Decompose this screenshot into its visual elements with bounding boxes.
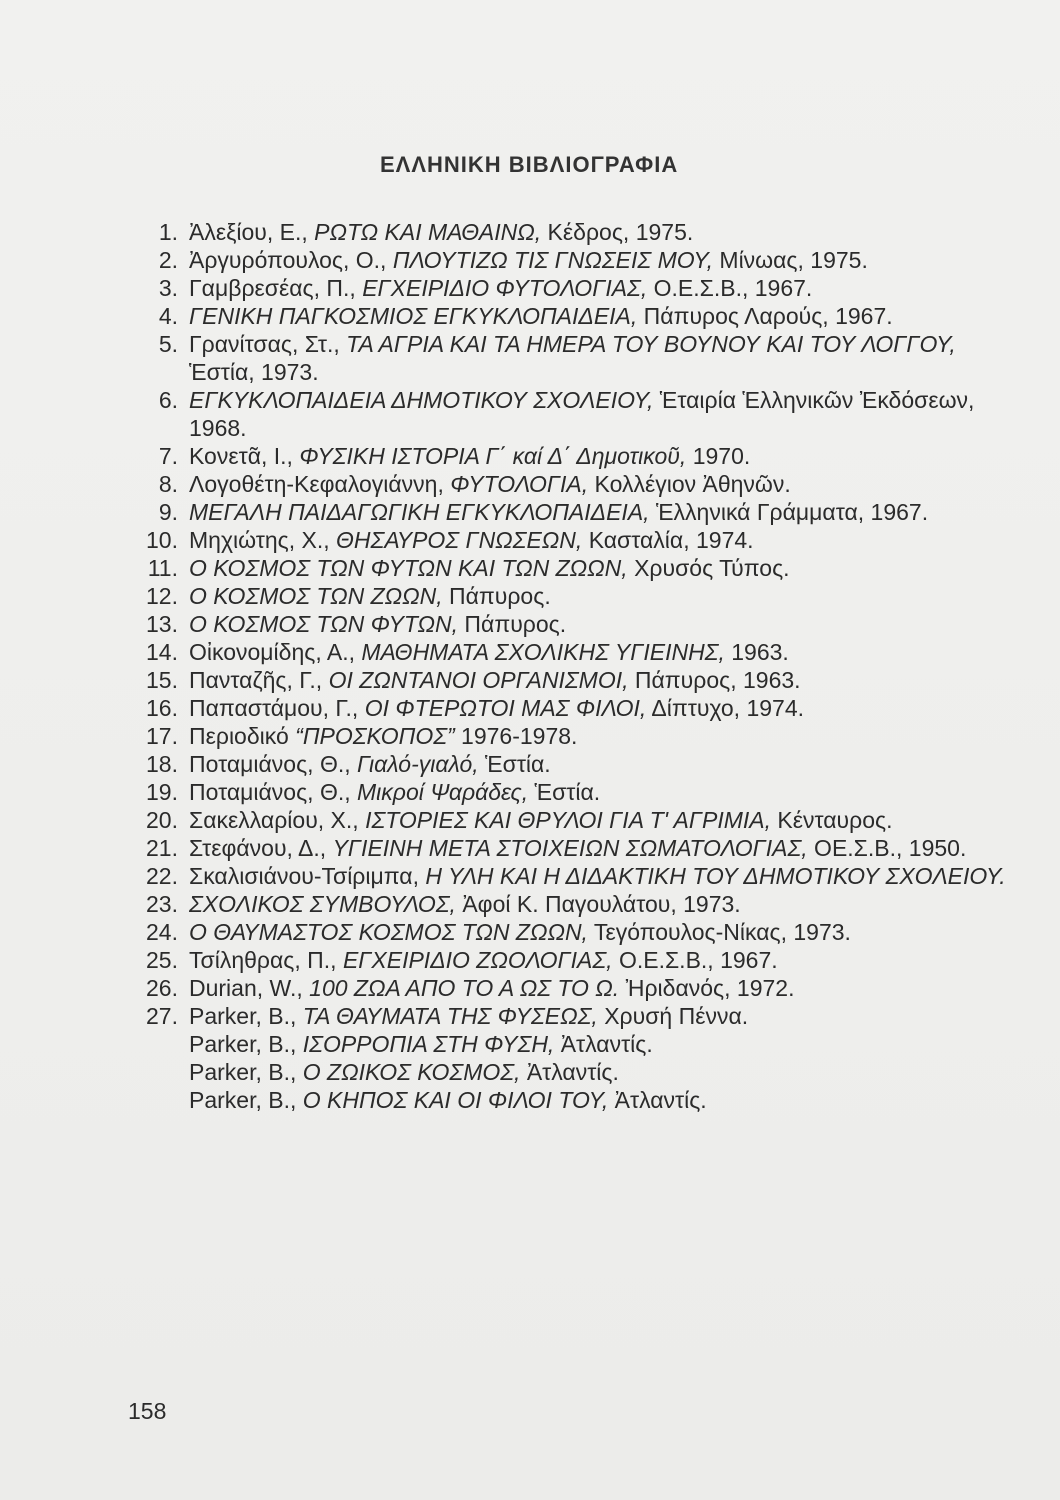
entry-title: Η ΥΛΗ ΚΑΙ Η ΔΙΔΑΚΤΙΚΗ ΤΟΥ ΔΗΜΟΤΙΚΟΥ ΣΧΟΛΕΙΟΥ.	[425, 863, 1006, 889]
entry-author: Ποταμιάνος, Θ.,	[189, 779, 358, 805]
entry-publisher: Ἀφοί Κ. Παγουλάτου, 1973.	[455, 891, 741, 917]
entry-author: Παπαστάμου, Γ.,	[189, 695, 365, 721]
entry-title: ΜΕΓΑΛΗ ΠΑΙΔΑΓΩΓΙΚΗ ΕΓΚΥΚΛΟΠΑΙΔΕΙΑ,	[189, 499, 650, 525]
entry-author: Στεφάνου, Δ.,	[189, 835, 333, 861]
entry-title: ΠΛΟΥΤΙΖΩ ΤΙΣ ΓΝΩΣΕΙΣ ΜΟΥ,	[392, 247, 714, 273]
bibliography-entry	[128, 890, 1008, 918]
entry-number: 19.	[146, 779, 178, 805]
bibliography-entry	[128, 862, 1008, 890]
entry-title: Ο ΖΩΙΚΟΣ ΚΟΣΜΟΣ,	[302, 1059, 521, 1085]
bibliography-entry	[128, 666, 1008, 694]
entry-number: 8.	[158, 471, 178, 497]
entry-publisher: Κασταλία, 1974.	[582, 527, 754, 553]
bibliography-entry	[128, 722, 1008, 750]
entry-title: ΦΥΤΟΛΟΓΙΑ,	[450, 471, 589, 497]
entry-author: Τσίληθρας, Π.,	[189, 947, 343, 973]
bibliography-entry	[128, 302, 1008, 330]
entry-title: ΜΑΘΗΜΑΤΑ ΣΧΟΛΙΚΗΣ ΥΓΙΕΙΝΗΣ,	[361, 639, 725, 665]
entry-publisher: Μίνωας, 1975.	[713, 247, 868, 273]
entry-author: Κονετᾶ, Ι.,	[189, 443, 300, 469]
entry-title: ΓΕΝΙΚΗ ΠΑΓΚΟΣΜΙΟΣ ΕΓΚΥΚΛΟΠΑΙΔΕΙΑ,	[189, 303, 638, 329]
entry-number: 1.	[158, 219, 178, 245]
entry-title: ΦΥΣΙΚΗ ΙΣΤΟΡΙΑ Γ΄ καί Δ΄ Δημοτικοῦ,	[299, 443, 687, 469]
entry-number: 26.	[146, 975, 178, 1001]
entry-publisher: Πάπυρος, 1963.	[628, 667, 801, 693]
entry-title: Ο ΚΟΣΜΟΣ ΤΩΝ ΦΥΤΩΝ,	[189, 611, 459, 637]
entry-publisher: Ο.Ε.Σ.Β., 1967.	[647, 275, 813, 301]
bibliography-entry	[128, 946, 1008, 974]
entry-title: 100 ΖΩΑ ΑΠΟ ΤΟ Α ΩΣ ΤΟ Ω.	[309, 975, 620, 1001]
entry-publisher: Κέδρος, 1975.	[541, 219, 694, 245]
entry-title: ΕΓΧΕΙΡΙΔΙΟ ΦΥΤΟΛΟΓΙΑΣ,	[362, 275, 648, 301]
entry-title: Ο ΘΑΥΜΑΣΤΟΣ ΚΟΣΜΟΣ ΤΩΝ ΖΩΩΝ,	[189, 919, 588, 945]
entry-number: 20.	[146, 807, 178, 833]
bibliography-entry	[128, 638, 1008, 666]
bibliography-entry	[128, 526, 1008, 554]
entry-publisher: Ἀτλαντίς.	[520, 1059, 619, 1085]
entry-number: 15.	[146, 667, 178, 693]
bibliography-entry	[128, 1058, 1008, 1086]
entry-number: 3.	[158, 275, 178, 301]
entry-number: 23.	[146, 891, 178, 917]
entry-number: 24.	[146, 919, 178, 945]
entry-author: Σκαλισιάνου-Τσίριμπα,	[189, 863, 426, 889]
bibliography-entry	[128, 778, 1008, 806]
entry-author: Ἀλεξίου, Ε.,	[189, 219, 315, 245]
entry-number: 16.	[146, 695, 178, 721]
bibliography-entry	[128, 246, 1008, 274]
entry-number: 9.	[158, 499, 178, 525]
entry-author: Σακελλαρίου, Χ.,	[189, 807, 366, 833]
entry-publisher: Ἑταιρία Ἑλληνικῶν Ἐκδόσεων, 1968.	[189, 387, 975, 441]
entry-title: Μικροί Ψαράδες,	[357, 779, 529, 805]
entry-number: 7.	[158, 443, 178, 469]
bibliography-list	[128, 218, 1008, 1114]
bibliography-entry	[128, 498, 1008, 526]
bibliography-entry	[128, 582, 1008, 610]
entry-publisher: Χρυσός Τύπος.	[627, 555, 790, 581]
entry-publisher: Ἑστία, 1973.	[189, 359, 319, 385]
entry-author: Parker, B.,	[189, 1003, 303, 1029]
entry-publisher: Πάπυρος.	[442, 583, 551, 609]
entry-author: Parker, B.,	[189, 1087, 303, 1113]
bibliography-entry	[128, 386, 1008, 442]
bibliography-entry	[128, 218, 1008, 246]
entry-title: ΟΙ ΦΤΕΡΩΤΟΙ ΜΑΣ ΦΙΛΟΙ,	[364, 695, 647, 721]
bibliography-entry	[128, 610, 1008, 638]
entry-author: Ἀργυρόπουλος, Ο.,	[189, 247, 393, 273]
entry-publisher: Κένταυρος.	[771, 807, 893, 833]
entry-publisher: Κολλέγιον Ἀθηνῶν.	[588, 471, 791, 497]
entry-author: Πανταζῆς, Γ.,	[189, 667, 329, 693]
entry-title: ΤΑ ΘΑΥΜΑΤΑ ΤΗΣ ΦΥΣΕΩΣ,	[302, 1003, 598, 1029]
bibliography-entry	[128, 442, 1008, 470]
bibliography-entry	[128, 554, 1008, 582]
entry-title: Ο ΚΟΣΜΟΣ ΤΩΝ ΖΩΩΝ,	[189, 583, 443, 609]
bibliography-entry	[128, 1030, 1008, 1058]
entry-number: 10.	[146, 527, 178, 553]
entry-number: 18.	[146, 751, 178, 777]
entry-publisher: Τεγόπουλος-Νίκας, 1973.	[587, 919, 851, 945]
entry-publisher: Δίπτυχο, 1974.	[646, 695, 805, 721]
entry-publisher: 1963.	[724, 639, 789, 665]
entry-publisher: 1976-1978.	[454, 723, 578, 749]
entry-author: Durian, W.,	[189, 975, 310, 1001]
entry-title: ΕΓΚΥΚΛΟΠΑΙΔΕΙΑ ΔΗΜΟΤΙΚΟΥ ΣΧΟΛΕΙΟΥ,	[189, 387, 654, 413]
entry-title: Ο ΚΟΣΜΟΣ ΤΩΝ ΦΥΤΩΝ ΚΑΙ ΤΩΝ ΖΩΩΝ,	[189, 555, 628, 581]
entry-author: Γαμβρεσέας, Π.,	[189, 275, 363, 301]
entry-author: Ποταμιάνος, Θ.,	[189, 751, 358, 777]
entry-author: Parker, B.,	[189, 1031, 303, 1057]
bibliography-entry	[128, 918, 1008, 946]
entry-number: 17.	[146, 723, 178, 749]
bibliography-entry	[128, 274, 1008, 302]
entry-publisher: Ο.Ε.Σ.Β., 1967.	[612, 947, 778, 973]
bibliography-entry	[128, 330, 1008, 386]
entry-publisher: Πάπυρος.	[458, 611, 567, 637]
entry-title: ΕΓΧΕΙΡΙΔΙΟ ΖΩΟΛΟΓΙΑΣ,	[342, 947, 613, 973]
entry-title: ΡΩΤΩ ΚΑΙ ΜΑΘΑΙΝΩ,	[314, 219, 542, 245]
bibliography-entry	[128, 1086, 1008, 1114]
entry-publisher: Χρυσή Πέννα.	[597, 1003, 749, 1029]
bibliography-entry	[128, 750, 1008, 778]
entry-title: Γιαλό-γιαλό,	[357, 751, 479, 777]
entry-title: ΙΣΟΡΡΟΠΙΑ ΣΤΗ ΦΥΣΗ,	[302, 1031, 555, 1057]
entry-number: 6.	[158, 387, 178, 413]
entry-number: 4.	[158, 303, 178, 329]
entry-author: Μηχιώτης, Χ.,	[189, 527, 337, 553]
entry-author: Γρανίτσας, Στ.,	[189, 331, 347, 357]
entry-number: 14.	[146, 639, 178, 665]
entry-publisher: 1970.	[686, 443, 751, 469]
entry-publisher: ΟΕ.Σ.Β., 1950.	[807, 835, 967, 861]
bibliography-entry	[128, 470, 1008, 498]
entry-author: Οἰκονομίδης, Α.,	[189, 639, 362, 665]
entry-number: 2.	[158, 247, 178, 273]
entry-number: 12.	[146, 583, 178, 609]
entry-publisher: Πάπυρος Λαρούς, 1967.	[637, 303, 893, 329]
bibliography-entry	[128, 834, 1008, 862]
entry-title: ΟΙ ΖΩΝΤΑΝΟΙ ΟΡΓΑΝΙΣΜΟΙ,	[328, 667, 629, 693]
entry-number: 22.	[146, 863, 178, 889]
entry-title: ΙΣΤΟΡΙΕΣ ΚΑΙ ΘΡΥΛΟΙ ΓΙΑ Τ' ΑΓΡΙΜΙΑ,	[365, 807, 772, 833]
entry-number: 21.	[146, 835, 178, 861]
page-heading: ΕΛΛΗΝΙΚΗ ΒΙΒΛΙΟΓΡΑΦΙΑ	[380, 152, 679, 177]
entry-publisher: Ἀτλαντίς.	[608, 1087, 707, 1113]
entry-publisher: Ἑστία.	[478, 751, 551, 777]
entry-title: ΤΑ ΑΓΡΙΑ ΚΑΙ ΤΑ ΗΜΕΡΑ ΤΟΥ ΒΟΥΝΟΥ ΚΑΙ ΤΟΥ ΛΟΓΓΟΥ,	[346, 331, 956, 357]
entry-publisher: Ἠριδανός, 1972.	[619, 975, 795, 1001]
entry-number: 27.	[146, 1003, 178, 1029]
entry-title: Ο ΚΗΠΟΣ ΚΑΙ ΟΙ ΦΙΛΟΙ ΤΟΥ,	[302, 1087, 609, 1113]
entry-author: Περιοδικό	[189, 723, 296, 749]
bibliography-entry	[128, 974, 1008, 1002]
entry-publisher: Ἑστία.	[528, 779, 601, 805]
entry-publisher: Ἀτλαντίς.	[554, 1031, 653, 1057]
entry-publisher: Ἑλληνικά Γράμματα, 1967.	[649, 499, 929, 525]
entry-title: ΘΗΣΑΥΡΟΣ ΓΝΩΣΕΩΝ,	[336, 527, 583, 553]
entry-author: Λογοθέτη-Κεφαλογιάννη,	[189, 471, 451, 497]
page-number: 158	[128, 1398, 167, 1424]
bibliography-entry	[128, 694, 1008, 722]
entry-title: “ΠΡΟΣΚΟΠΟΣ”	[295, 723, 455, 749]
entry-title: ΣΧΟΛΙΚΟΣ ΣΥΜΒΟΥΛΟΣ,	[189, 891, 456, 917]
bibliography-entry	[128, 806, 1008, 834]
entry-number: 11.	[147, 555, 178, 581]
entry-number: 13.	[146, 611, 178, 637]
entry-author: Parker, B.,	[189, 1059, 303, 1085]
entry-title: ΥΓΙΕΙΝΗ ΜΕΤΑ ΣΤΟΙΧΕΙΩΝ ΣΩΜΑΤΟΛΟΓΙΑΣ,	[332, 835, 808, 861]
entry-number: 25.	[146, 947, 178, 973]
entry-number: 5.	[158, 331, 178, 357]
bibliography-entry	[128, 1002, 1008, 1030]
